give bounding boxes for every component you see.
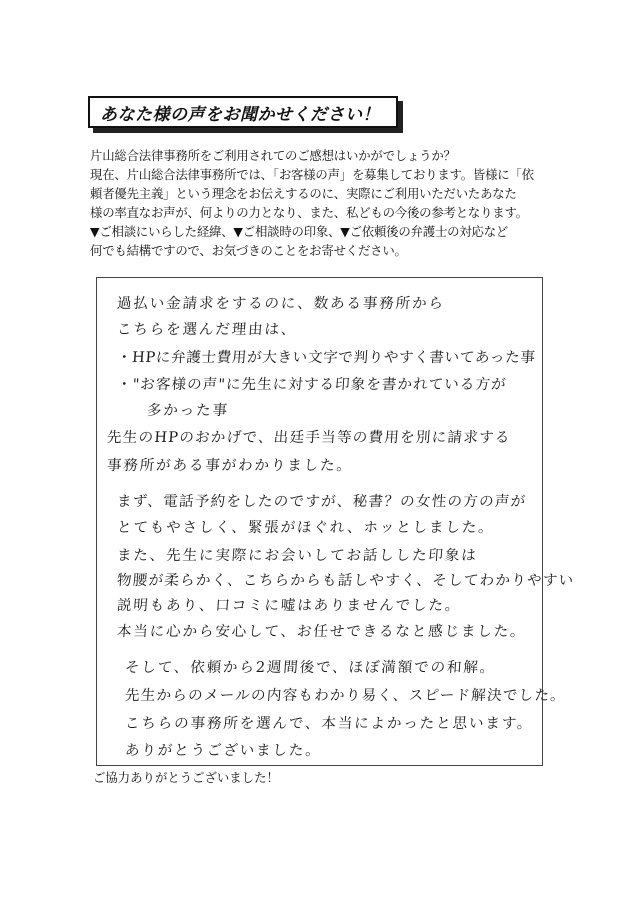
handwritten-line: 先生のHPのおかげで、出廷手当等の費用を別に請求する [106,429,512,446]
intro-line: 頼者優先主義」という理念をお伝えするのに、実際にご利用いただいたあなた [90,186,517,201]
title-box [88,96,398,128]
handwritten-line: こちらを選んだ理由は、 [116,321,298,338]
handwritten-line: 多かった事 [146,402,230,419]
handwritten-line: ・HPに弁護士費用が大きい文字で判りやすく書いてあった事 [116,349,537,366]
intro-line: 片山総合法律事務所をご利用されてのご感想はいかがでしょうか？ [90,148,456,163]
intro-line: 何でも結構ですので、お気づきのことをお寄せください。 [90,243,407,258]
intro-line: ▼ご相談にいらした経緯、▼ご相談時の印象、▼ご依頼後の弁護士の対応など [90,224,509,239]
handwritten-line: 過払い金請求をするのに、数ある事務所から [116,295,446,312]
handwritten-line: 説明もあり、口コミに嘘はありませんでした。 [116,597,462,614]
handwritten-line: そして、依頼から2週間後で、ほぼ満額での和解。 [124,659,497,676]
handwritten-line: ありがとうございました。 [124,742,323,759]
handwritten-line: とてもやさしく、緊張がほぐれ、ホッとしました。 [116,519,496,536]
intro-line: 現在、片山総合法律事務所では、「お客様の声」を募集しております。皆様に「依 [90,167,534,182]
handwritten-line: ・"お客様の声"に先生に対する印象を書かれている方が [116,376,508,393]
intro-text [90,146,560,260]
intro-line: 様の率直なお声が、何よりの力となり、また、私どもの今後の参考となります。 [90,205,528,220]
handwritten-line: まず、電話予約をしたのですが、秘書？の女性の方の声が [116,493,528,510]
handwritten-line: 事務所がある事がわかりました。 [106,457,354,474]
handwritten-line: 先生からのメールの内容もわかり易く、スピード解決でした。 [124,687,567,704]
handwritten-line: 本当に心から安心して、お任せできるなと感じました。 [116,623,528,640]
testimonial-box [96,277,575,766]
handwritten-line: また、先生に実際にお会いしてお話しした印象は [116,547,479,564]
closing-thanks: ご協力ありがとうございました！ [93,770,279,785]
page-title: あなた様の声をお聞かせください！ [100,104,380,125]
handwritten-line: 物腰が柔らかく、こちらからも話しやすく、そしてわかりやすい [116,572,575,589]
handwritten-line: こちらの事務所を選んで、本当によかったと思います。 [124,715,534,732]
